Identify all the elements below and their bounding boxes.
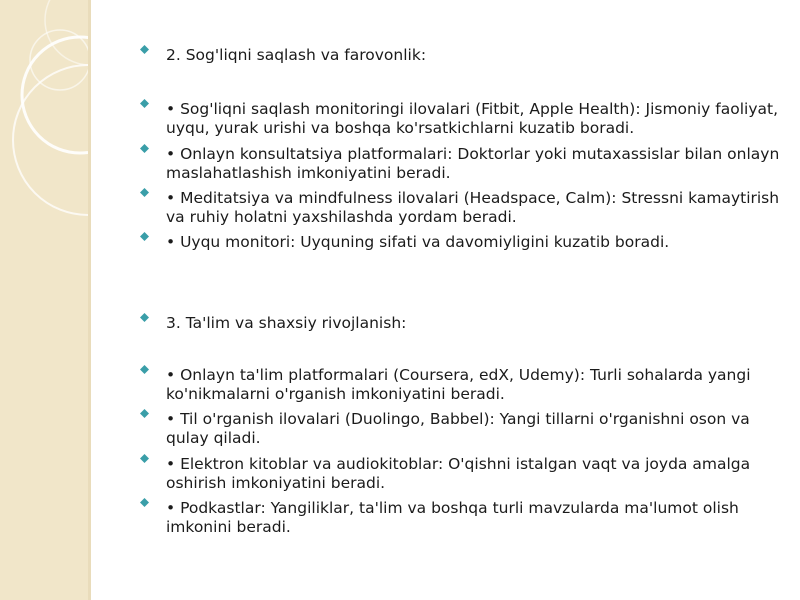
decorative-circles	[0, 0, 88, 600]
heading-text: 3. Ta'lim va shaxsiy rivojlanish:	[166, 314, 407, 332]
slide-content	[140, 0, 785, 600]
item-text: • Uyqu monitori: Uyquning sifati va davomiyligini kuzatib boradi.	[166, 233, 670, 251]
bullet-icon	[140, 409, 149, 418]
item-text: • Meditatsiya va mindfulness ilovalari (Headspace, Calm): Stressni kamaytirish va ruhiy holatni yaxshilashda yordam beradi.	[166, 189, 780, 226]
bullet-icon	[140, 45, 149, 54]
heading-text: 2. Sog'liqni saqlash va farovonlik:	[166, 46, 427, 64]
bullet-icon	[140, 365, 149, 374]
item-text: • Elektron kitoblar va audiokitoblar: O'qishni istalgan vaqt va joyda amalga oshirish imkoniyatini beradi.	[166, 455, 751, 492]
item-text: • Sog'liqni saqlash monitoringi ilovalari (Fitbit, Apple Health): Jismoniy faoliyat, uyqu, yurak urishi va boshqa ko'rsatkichlarni kuzatib boradi.	[166, 100, 779, 137]
item-text: • Onlayn ta'lim platformalari (Coursera, edX, Udemy): Turli sohalarda yangi ko'nikmalarni o'rganish imkoniyatini beradi.	[166, 366, 751, 403]
bullet-icon	[140, 188, 149, 197]
bullet-icon	[140, 498, 149, 507]
item-text: • Podkastlar: Yangiliklar, ta'lim va boshqa turli mavzularda ma'lumot olish imkonini beradi.	[166, 499, 739, 536]
item-text: • Onlayn konsultatsiya platformalari: Doktorlar yoki mutaxassislar bilan onlayn maslahatlashish imkoniyatini beradi.	[166, 145, 780, 182]
bullet-icon	[140, 313, 149, 322]
decorative-side-panel	[0, 0, 88, 600]
bullet-icon	[140, 454, 149, 463]
bullet-icon	[140, 99, 149, 108]
bullet-icon	[140, 232, 149, 241]
side-panel-edge	[88, 0, 91, 600]
item-text: • Til o'rganish ilovalari (Duolingo, Babbel): Yangi tillarni o'rganishni oson va qulay qiladi.	[166, 410, 750, 447]
bullet-icon	[140, 144, 149, 153]
